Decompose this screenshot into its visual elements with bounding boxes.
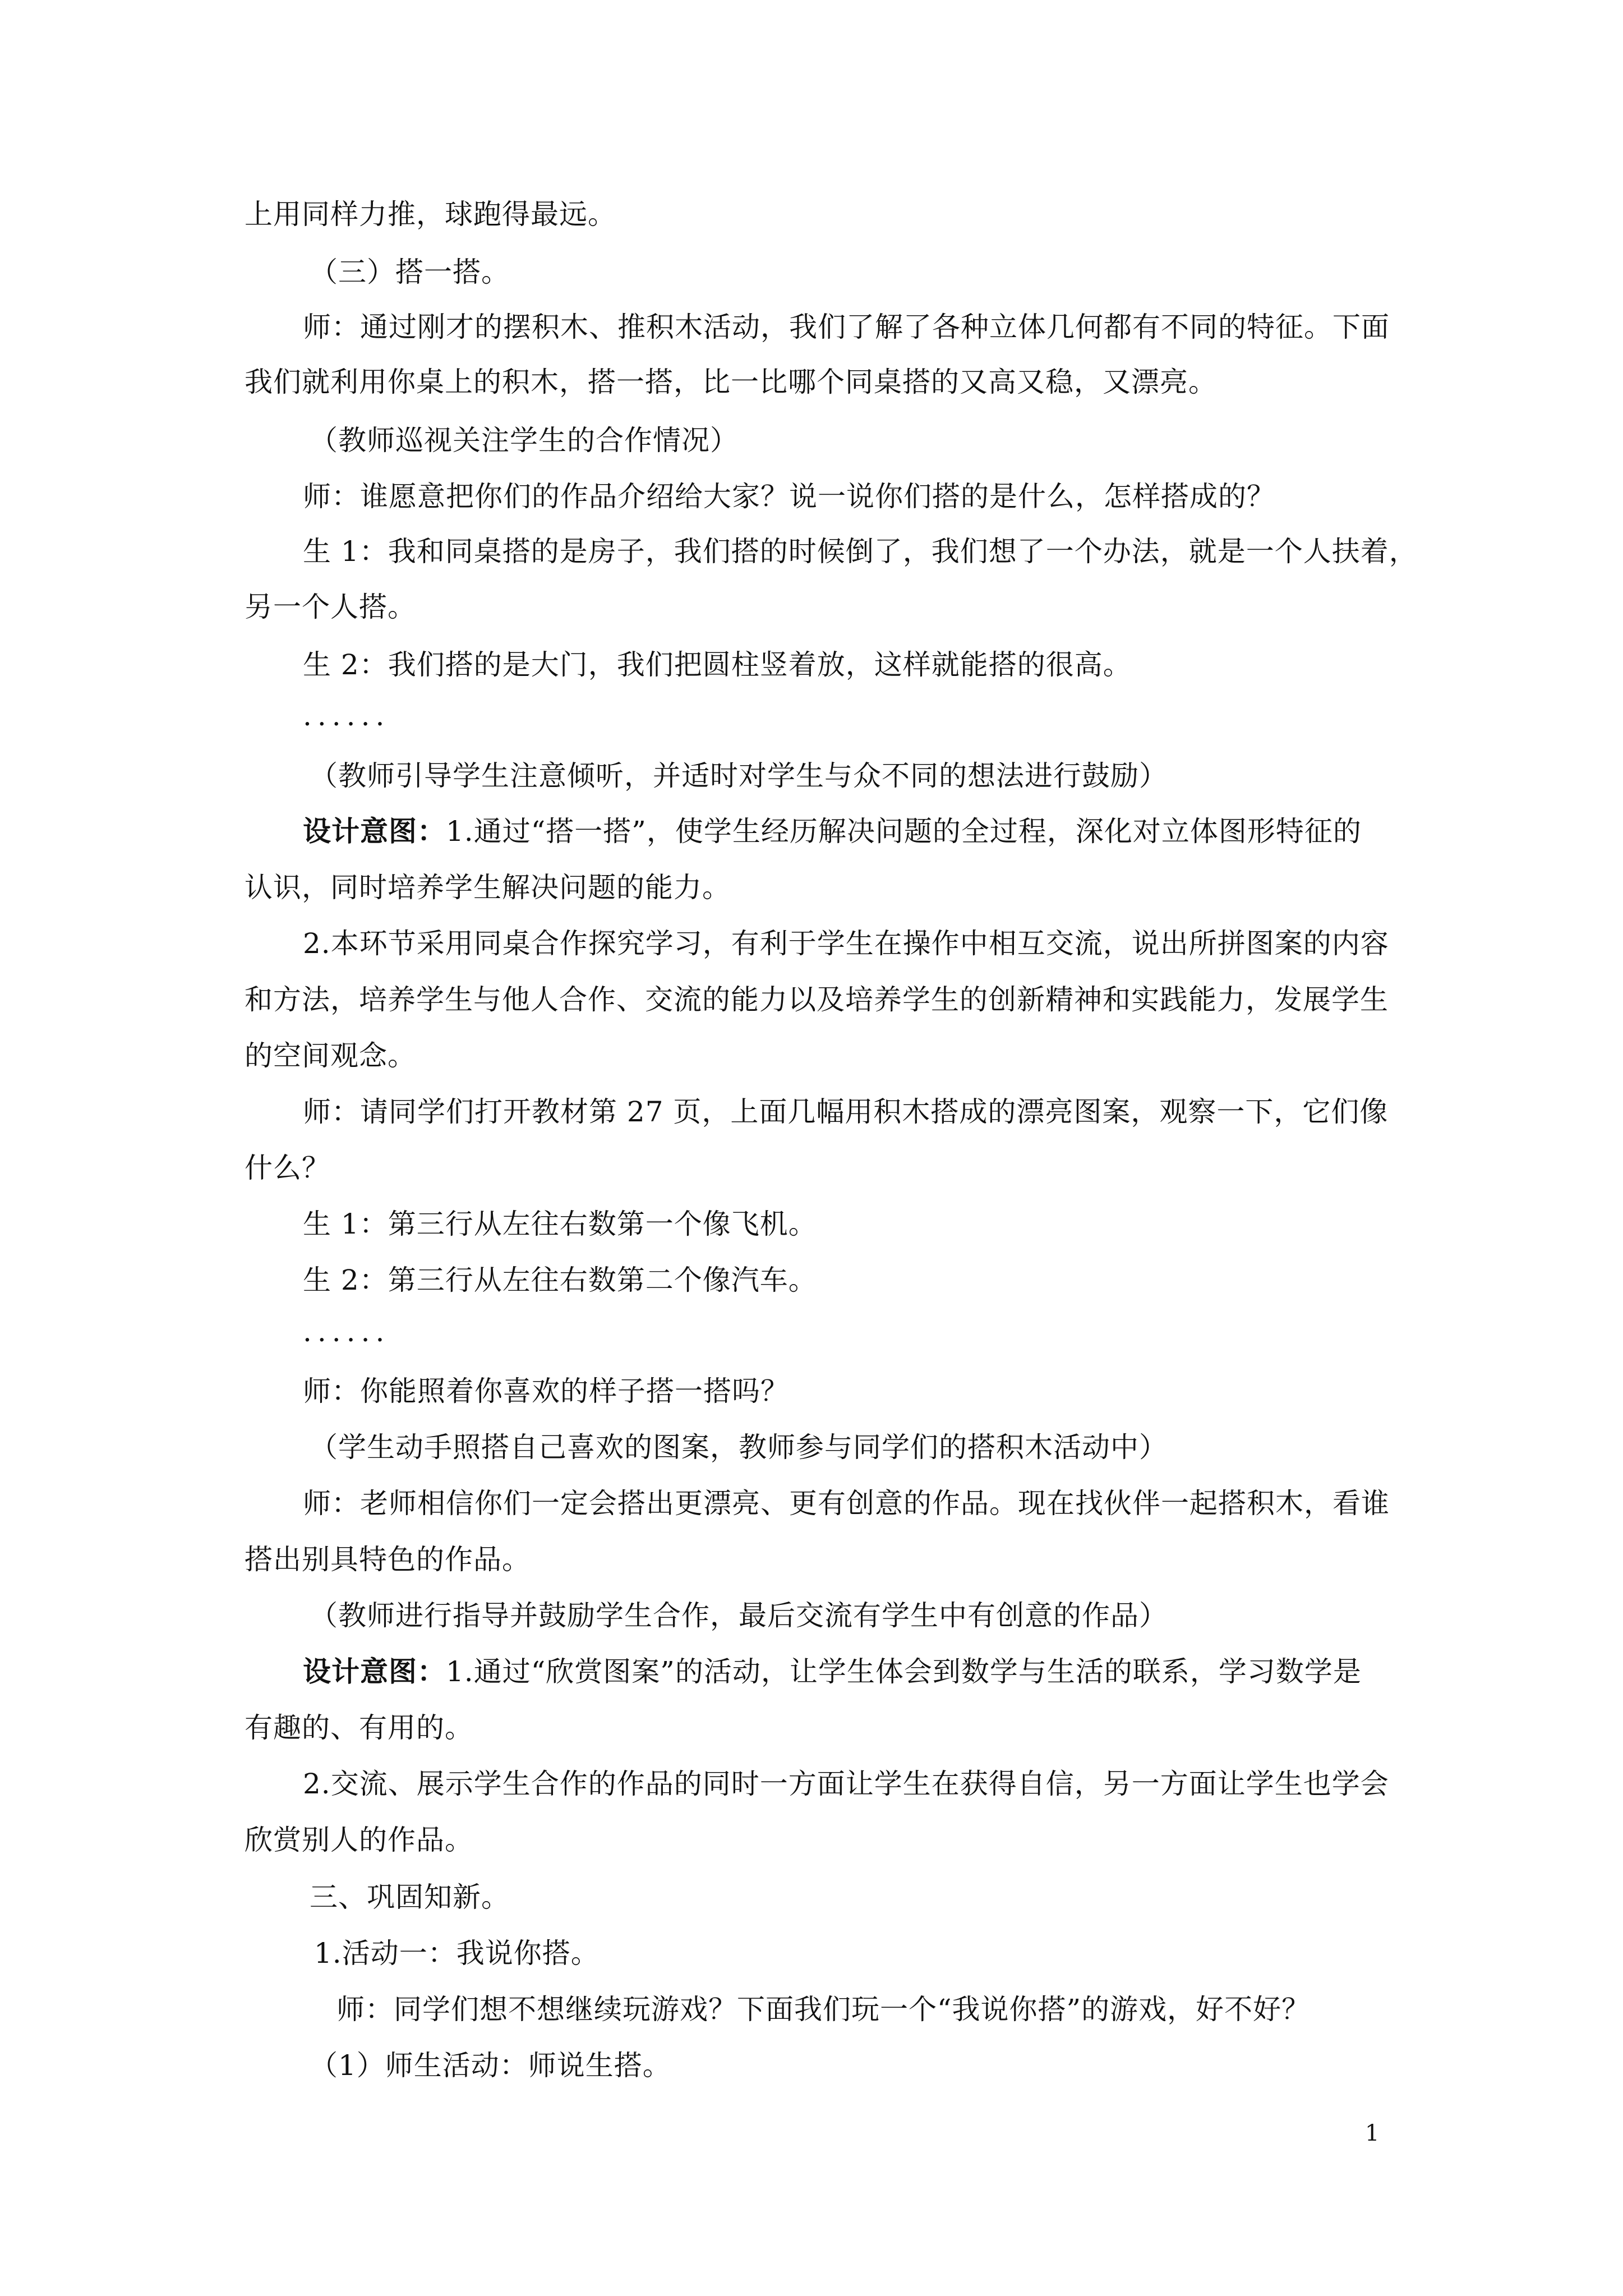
paragraph-line: 认识，同时培养学生解决问题的能力。 bbox=[245, 871, 731, 904]
paragraph-line: 师：通过刚才的摆积木、推积木活动，我们了解了各种立体几何都有不同的特征。下面 bbox=[303, 311, 1390, 343]
paragraph-line: （1）师生活动：师说生搭。 bbox=[310, 2049, 671, 2082]
section-heading: （三）搭一搭。 bbox=[310, 256, 510, 288]
paragraph-line: （教师进行指导并鼓励学生合作，最后交流有学生中有创意的作品） bbox=[310, 1599, 1168, 1632]
paragraph-line: 2.本环节采用同桌合作探究学习，有利于学生在操作中相互交流，说出所拼图案的内容 bbox=[303, 927, 1389, 960]
paragraph-line: （学生动手照搭自己喜欢的图案，教师参与同学们的搭积木活动中） bbox=[310, 1431, 1168, 1464]
paragraph-line: 欣赏别人的作品。 bbox=[245, 1824, 473, 1856]
page-number: 1 bbox=[1365, 2120, 1380, 2146]
ellipsis: ...... bbox=[303, 1315, 390, 1348]
design-intent-line bbox=[303, 815, 1623, 848]
design-intent-label: 设计意图： bbox=[303, 815, 446, 848]
paragraph-line: 1.活动一：我说你搭。 bbox=[314, 1937, 600, 1970]
design-intent-label: 设计意图： bbox=[303, 1655, 446, 1688]
ellipsis: ...... bbox=[303, 700, 390, 732]
paragraph-line: 师：请同学们打开教材第 27 页，上面几幅用积木搭成的漂亮图案，观察一下，它们像 bbox=[303, 1096, 1389, 1128]
paragraph-line: （教师巡视关注学生的合作情况） bbox=[310, 424, 739, 457]
paragraph-line: 生 1：第三行从左往右数第一个像飞机。 bbox=[303, 1208, 817, 1240]
paragraph-line: 师：谁愿意把你们的作品介绍给大家？说一说你们搭的是什么，怎样搭成的？ bbox=[303, 480, 1275, 513]
paragraph-line: 生 2：第三行从左往右数第二个像汽车。 bbox=[303, 1264, 817, 1296]
paragraph-line: 我们就利用你桌上的积木，搭一搭，比一比哪个同桌搭的又高又稳，又漂亮。 bbox=[245, 366, 1217, 398]
paragraph-line: 的空间观念。 bbox=[245, 1039, 416, 1072]
paragraph-line: 师：你能照着你喜欢的样子搭一搭吗？ bbox=[303, 1375, 789, 1407]
paragraph-line: （教师引导学生注意倾听，并适时对学生与众不同的想法进行鼓励） bbox=[310, 760, 1168, 792]
paragraph-line: 和方法，培养学生与他人合作、交流的能力以及培养学生的创新精神和实践能力，发展学生 bbox=[245, 983, 1389, 1016]
design-intent-line bbox=[303, 1655, 1623, 1688]
paragraph-line: 另一个人搭。 bbox=[245, 591, 416, 623]
paragraph-line: 生 2：我们搭的是大门，我们把圆柱竖着放，这样就能搭的很高。 bbox=[303, 648, 1132, 681]
design-intent-text: 1.通过“欣赏图案”的活动，让学生体会到数学与生活的联系，学习数学是 bbox=[446, 1655, 1362, 1688]
paragraph-line: 师：老师相信你们一定会搭出更漂亮、更有创意的作品。现在找伙伴一起搭积木，看谁 bbox=[303, 1487, 1390, 1520]
paragraph-line: 上用同样力推，球跑得最远。 bbox=[245, 198, 616, 231]
paragraph-line: 搭出别具特色的作品。 bbox=[245, 1543, 531, 1576]
paragraph-line: 生 1：我和同桌搭的是房子，我们搭的时候倒了，我们想了一个办法，就是一个人扶着， bbox=[303, 535, 1418, 568]
section-heading: 三、巩固知新。 bbox=[310, 1881, 510, 1913]
paragraph-line: 什么？ bbox=[245, 1152, 330, 1184]
design-intent-text: 1.通过“搭一搭”，使学生经历解决问题的全过程，深化对立体图形特征的 bbox=[446, 815, 1362, 848]
paragraph-line: 有趣的、有用的。 bbox=[245, 1711, 473, 1744]
paragraph-line: 师：同学们想不想继续玩游戏？下面我们玩一个“我说你搭”的游戏，好不好？ bbox=[336, 1993, 1311, 2026]
paragraph-line: 2.交流、展示学生合作的作品的同时一方面让学生在获得自信，另一方面让学生也学会 bbox=[303, 1768, 1389, 1800]
